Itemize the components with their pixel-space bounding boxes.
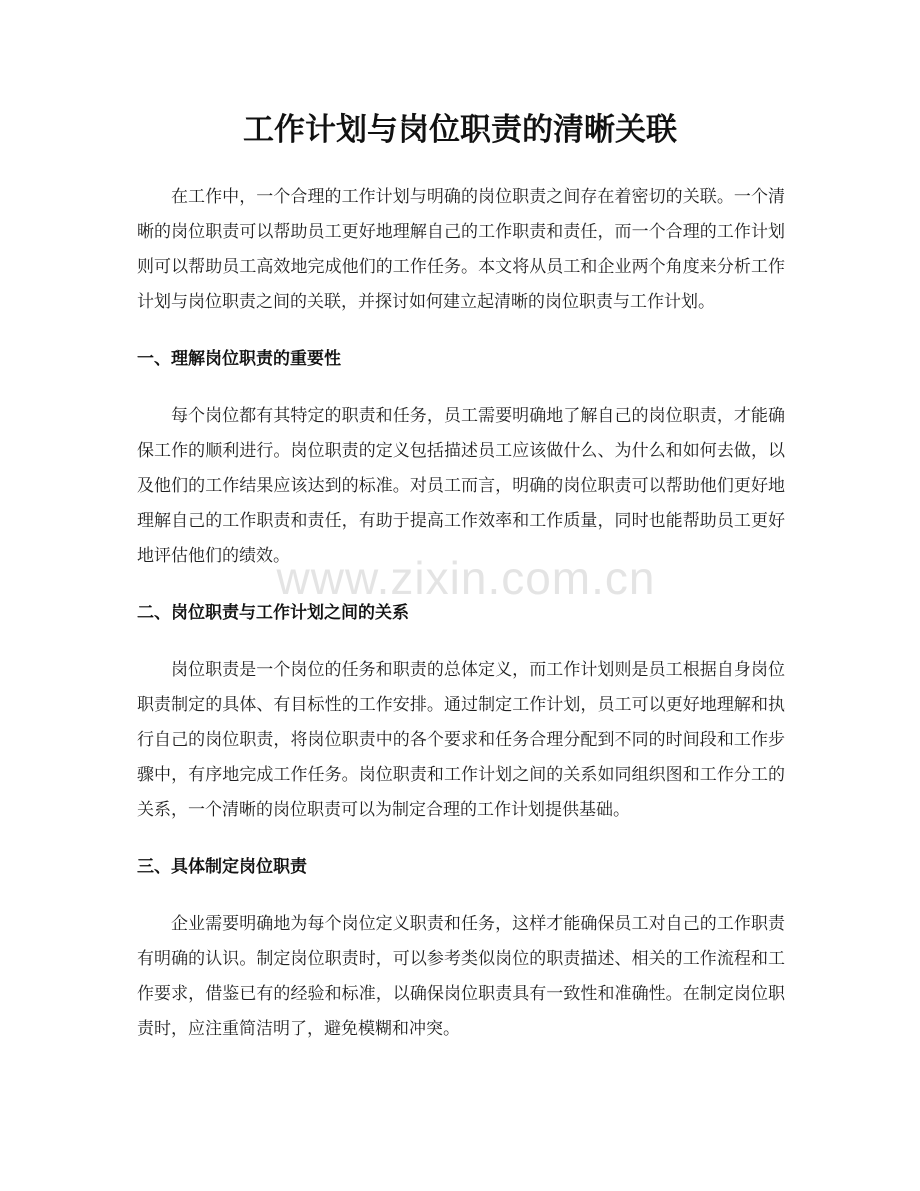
watermark-text: www.zixin.com.cn [276, 552, 656, 604]
section-3-paragraph: 企业需要明确地为每个岗位定义职责和任务，这样才能确保员工对自己的工作职责有明确的认识。制定岗位职责时，可以参考类似岗位的职责描述、相关的工作流程和工作要求，借鉴已有的经验和标准，以确保岗位职责具有一致性和准确性。在制定岗位职责时，应注重简洁明了，避免模糊和冲突。 [137, 914, 785, 1039]
section-3-heading: 三、具体制定岗位职责 [137, 857, 307, 877]
page-title: 工作计划与岗位职责的清晰关联 [243, 112, 677, 148]
section-1-heading: 一、理解岗位职责的重要性 [137, 349, 341, 369]
section-1-paragraph: 每个岗位都有其特定的职责和任务，员工需要明确地了解自己的岗位职责，才能确保工作的顺利进行。岗位职责的定义包括描述员工应该做什么、为什么和如何去做，以及他们的工作结果应该达到的标准。对员工而言，明确的岗位职责可以帮助他们更好地理解自己的工作职责和责任，有助于提高工作效率和工作质量，同时也能帮助员工更好地评估他们的绩效。 [137, 406, 785, 566]
section-2-heading: 二、岗位职责与工作计划之间的关系 [137, 603, 409, 623]
document-body [137, 180, 785, 1047]
section-2-paragraph: 岗位职责是一个岗位的任务和职责的总体定义，而工作计划则是员工根据自身岗位职责制定的具体、有目标性的工作安排。通过制定工作计划，员工可以更好地理解和执行自己的岗位职责，将岗位职责中的各个要求和任务合理分配到不同的时间段和工作步骤中，有序地完成工作任务。岗位职责和工作计划之间的关系如同组织图和工作分工的关系，一个清晰的岗位职责可以为制定合理的工作计划提供基础。 [137, 660, 785, 820]
intro-paragraph: 在工作中，一个合理的工作计划与明确的岗位职责之间存在着密切的关联。一个清晰的岗位职责可以帮助员工更好地理解自己的工作职责和责任，而一个合理的工作计划则可以帮助员工高效地完成他们的工作任务。本文将从员工和企业两个角度来分析工作计划与岗位职责之间的关联，并探讨如何建立起清晰的岗位职责与工作计划。 [137, 187, 785, 312]
